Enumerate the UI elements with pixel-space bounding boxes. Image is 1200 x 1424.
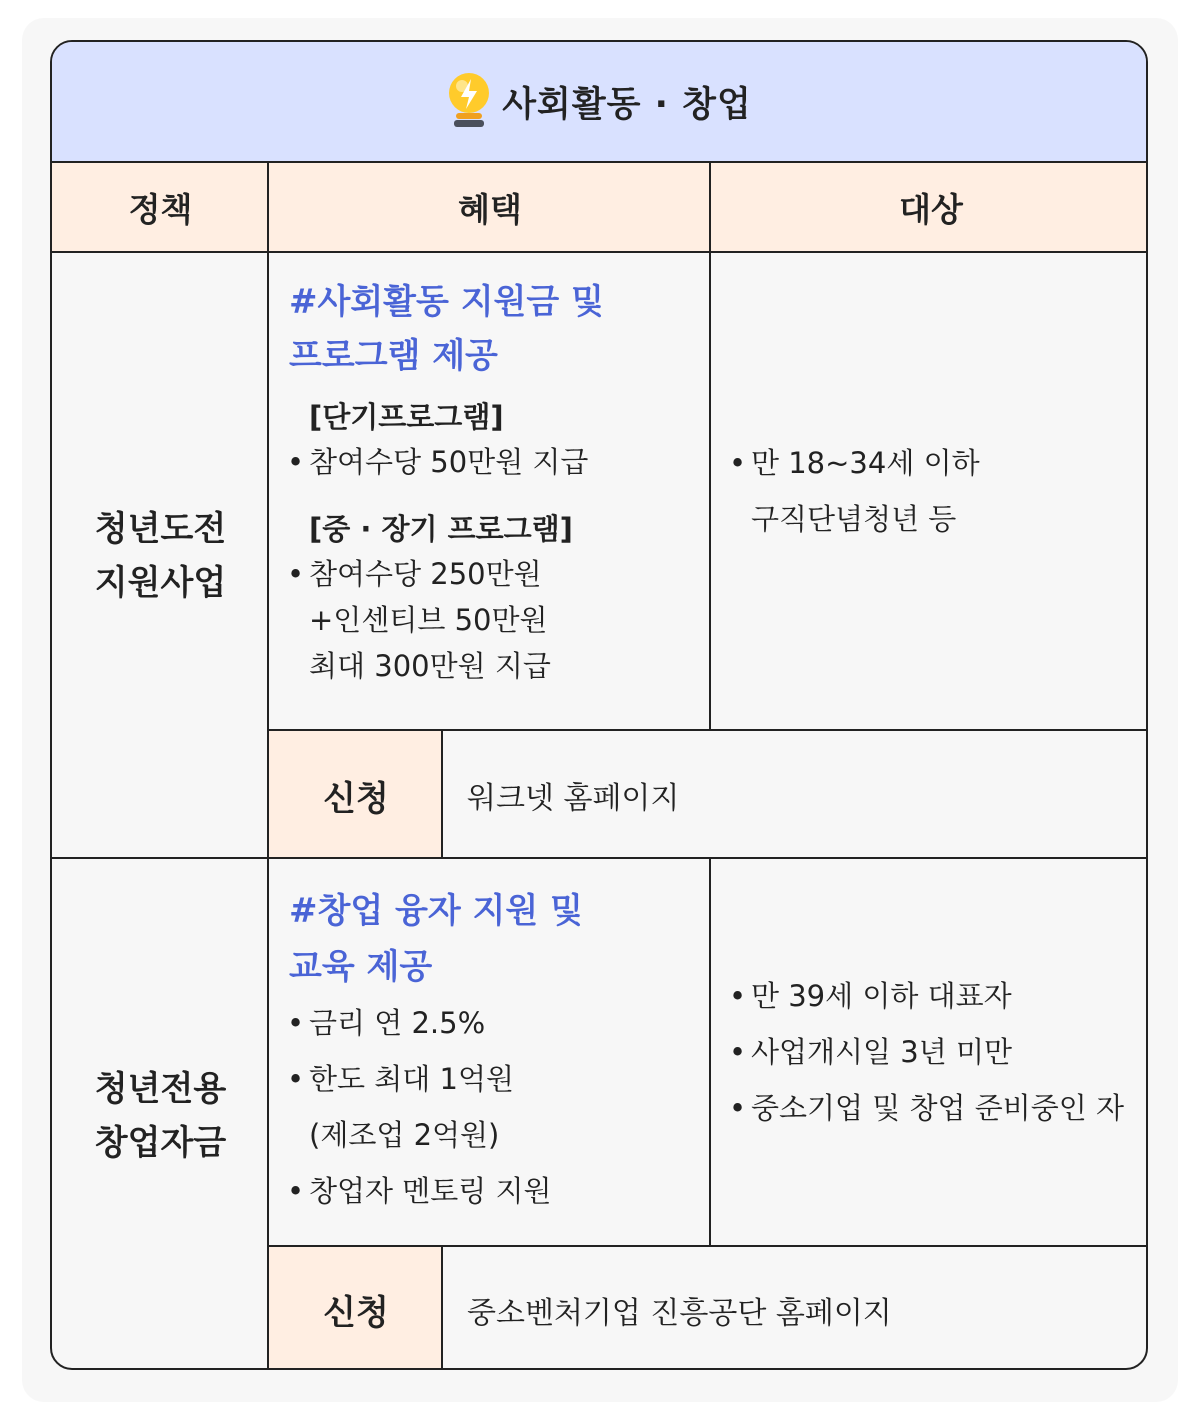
divider [709,163,711,729]
list-item-continued: 최대 300만원 지급 [309,649,551,683]
list-item-continued: (제조업 2억원) [309,1118,500,1152]
divider [441,729,443,859]
page-title: 사회활동 · 창업 [502,84,752,125]
benefit-cell-1 [269,253,711,729]
benefit-title: 교육 제공 [289,947,433,987]
header-target: 대상 [711,163,1148,253]
divider [52,857,1148,859]
policy-line: 창업자금 [94,1122,227,1163]
divider [709,859,711,1247]
policy-table [50,40,1148,1370]
list-item: • 만 39세 이하 대표자 [731,968,1148,1024]
divider [267,1245,1148,1247]
list-item: • 참여수당 50만원 지급 [289,439,711,485]
policy-line: 청년도전 [94,509,227,549]
apply-label-2: 신청 [269,1247,443,1370]
policy-line: 지원사업 [94,563,227,603]
lightbulb-icon [446,71,492,133]
policy-line: 청년전용 [94,1068,227,1109]
list-item-continued: +인센티브 50만원 [309,603,548,637]
policy-name-1 [52,253,269,859]
list-item: • 중소기업 및 창업 준비중인 자 [731,1080,1148,1136]
benefit-title: #창업 융자 지원 및 [289,891,583,931]
program-label: [단기프로그램] [309,400,504,434]
table-title [52,42,1146,163]
header-policy: 정책 [52,163,269,253]
apply-value-1: 워크넷 홈페이지 [467,781,680,816]
policy-name-2 [52,859,269,1370]
program-label: [중 · 장기 프로그램] [309,512,573,546]
benefit-title: 프로그램 제공 [289,336,498,376]
list-item: • 한도 최대 1억원 [289,1051,711,1107]
divider [267,729,1148,731]
benefit-cell-2 [269,859,711,1245]
list-item-continued: 구직단념청년 등 [751,502,957,536]
header-benefit: 혜택 [269,163,711,253]
divider [267,163,269,1370]
list-item: • 만 18~34세 이하 [731,435,1148,491]
list-item: • 금리 연 2.5% [289,995,711,1051]
list-item: • 사업개시일 3년 미만 [731,1024,1148,1080]
list-item: • 참여수당 250만원 [289,551,711,597]
apply-label-1: 신청 [269,731,443,859]
list-item: • 창업자 멘토링 지원 [289,1163,711,1219]
target-cell-1 [711,253,1148,729]
apply-value-2: 중소벤처기업 진흥공단 홈페이지 [467,1295,892,1331]
target-cell-2 [711,859,1148,1245]
benefit-title: #사회활동 지원금 및 [289,282,604,322]
divider [441,1245,443,1370]
